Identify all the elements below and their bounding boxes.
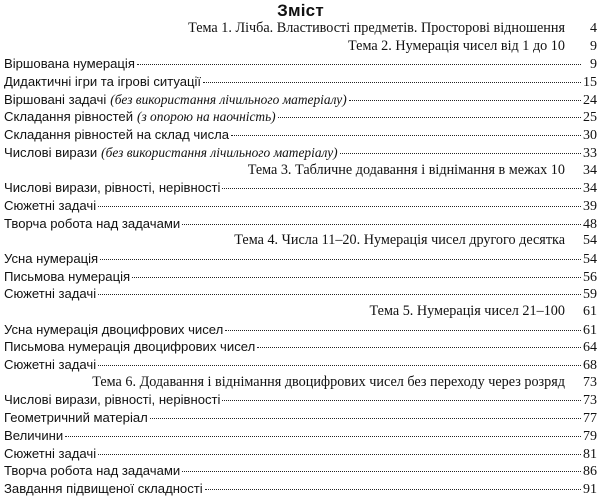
toc-entry — [4, 480, 597, 498]
toc-entry — [4, 179, 597, 197]
entry-title — [4, 427, 63, 445]
entry-title — [4, 462, 180, 480]
page-number: 9 — [590, 38, 597, 54]
entry-text: Сюжетні задачі — [4, 197, 97, 213]
entry-text: Творча робота над задачами — [4, 215, 181, 231]
page-number: 54 — [583, 233, 597, 249]
entry-title — [4, 391, 220, 409]
entry-text: Віршовані задачі — [4, 91, 107, 107]
page-number: 64 — [583, 340, 597, 356]
entry-title — [4, 285, 96, 303]
table-of-contents — [4, 20, 597, 498]
toc-section-heading — [4, 232, 597, 250]
entry-text: Усна нумерація — [4, 250, 99, 266]
page-number: 4 — [590, 21, 597, 36]
entry-title — [4, 321, 223, 339]
dot-leader — [100, 259, 581, 260]
entry-title — [4, 55, 135, 73]
dot-leader — [98, 365, 581, 366]
entry-note: (без використання лічильного матеріалу) — [101, 144, 338, 160]
entry-title — [4, 409, 148, 427]
dot-leader — [222, 188, 581, 189]
page-number: 54 — [583, 251, 597, 267]
dot-leader — [98, 206, 581, 207]
dot-leader — [340, 153, 581, 154]
page-number: 77 — [583, 411, 597, 427]
section-title: Тема 4. Числа 11–20. Нумерація чисел другого десятка — [234, 232, 565, 249]
page-number: 34 — [583, 181, 597, 197]
entry-text: Сюжетні задачі — [4, 357, 97, 373]
dot-leader — [222, 400, 581, 401]
entry-title — [4, 480, 203, 498]
page-number: 59 — [583, 287, 597, 303]
toc-entry — [4, 338, 597, 356]
page-number: 91 — [583, 481, 597, 497]
toc-entry — [4, 285, 597, 303]
entry-title — [4, 445, 96, 463]
entry-text: Письмова нумерація — [4, 268, 131, 284]
page-number: 48 — [583, 216, 597, 232]
page-number: 73 — [583, 393, 597, 409]
entry-text: Складання рівностей — [4, 109, 134, 125]
page-number: 15 — [583, 75, 597, 91]
page-number: 9 — [590, 57, 597, 73]
dot-leader — [98, 454, 581, 455]
dot-leader — [225, 330, 581, 331]
toc-section-heading — [4, 20, 597, 38]
entry-title — [4, 338, 255, 356]
entry-title — [4, 179, 220, 197]
entry-note: (з опорою на наочність) — [137, 109, 276, 125]
entry-note: (без використання лічильного матеріалу) — [110, 91, 347, 107]
toc-section-heading — [4, 303, 597, 321]
entry-text: Сюжетні задачі — [4, 286, 97, 302]
dot-leader — [349, 100, 581, 101]
entry-title — [4, 250, 98, 268]
toc-section-heading — [4, 374, 597, 392]
page-number: 33 — [583, 145, 597, 161]
page-number: 61 — [583, 322, 597, 338]
section-title: Тема 2. Нумерація чисел від 1 до 10 — [348, 37, 565, 54]
entry-text: Геометричний матеріал — [4, 410, 148, 426]
page-number: 24 — [583, 92, 597, 108]
entry-title — [4, 73, 201, 91]
entry-text: Числові вирази, рівності, нерівності — [4, 392, 221, 408]
entry-title — [4, 356, 96, 374]
section-title: Тема 5. Нумерація чисел 21–100 — [369, 303, 565, 319]
dot-leader — [203, 82, 581, 83]
entry-text: Сюжетні задачі — [4, 445, 97, 461]
toc-entry — [4, 268, 597, 286]
entry-text: Усна нумерація двоцифрових чисел — [4, 321, 224, 337]
dot-leader — [137, 64, 581, 65]
dot-leader — [150, 418, 581, 419]
toc-entry — [4, 427, 597, 445]
page-number: 61 — [583, 304, 597, 319]
entry-title — [4, 197, 96, 215]
section-title: Тема 3. Табличне додавання і віднімання в межах 10 — [247, 161, 565, 178]
entry-text: Віршована нумерація — [4, 56, 135, 72]
page-number: 73 — [583, 374, 597, 390]
dot-leader — [182, 471, 581, 472]
page-number: 81 — [583, 446, 597, 462]
entry-title — [4, 126, 229, 144]
toc-entry — [4, 197, 597, 215]
entry-title — [4, 268, 130, 286]
toc-entry — [4, 215, 597, 233]
entry-text: Письмова нумерація двоцифрових чисел — [4, 339, 256, 355]
entry-text: Складання рівностей на склад числа — [4, 127, 230, 143]
toc-entry — [4, 409, 597, 427]
dot-leader — [205, 489, 581, 490]
toc-entry — [4, 55, 597, 73]
entry-text: Дидактичні ігри та ігрові ситуації — [4, 74, 202, 90]
dot-leader — [182, 224, 581, 225]
toc-entry — [4, 445, 597, 463]
toc-entry — [4, 144, 597, 162]
toc-entry — [4, 108, 597, 126]
toc-entry — [4, 356, 597, 374]
dot-leader — [98, 294, 581, 295]
entry-text: Числові вирази, рівності, нерівності — [4, 180, 221, 196]
toc-entry — [4, 462, 597, 480]
entry-title — [4, 91, 347, 109]
dot-leader — [231, 135, 581, 136]
toc-entry — [4, 91, 597, 109]
page-number: 79 — [583, 428, 597, 444]
dot-leader — [257, 347, 581, 348]
entry-text: Творча робота над задачами — [4, 463, 181, 479]
toc-section-heading — [4, 38, 597, 56]
page-number: 56 — [583, 269, 597, 285]
toc-entry — [4, 321, 597, 339]
entry-text: Завдання підвищеної складності — [4, 480, 203, 496]
page-title: Зміст — [277, 1, 324, 20]
toc-entry — [4, 250, 597, 268]
dot-leader — [278, 117, 581, 118]
toc-entry — [4, 73, 597, 91]
section-title: Тема 1. Лічба. Властивості предметів. Просторові відношення — [188, 20, 565, 36]
section-title: Тема 6. Додавання і віднімання двоцифрових чисел без переходу через розряд — [92, 373, 565, 390]
page-number: 86 — [583, 464, 597, 480]
entry-title — [4, 215, 180, 233]
page-number: 34 — [583, 162, 597, 178]
toc-section-heading — [4, 162, 597, 180]
page-number: 68 — [583, 358, 597, 374]
toc-entry — [4, 391, 597, 409]
dot-leader — [132, 277, 581, 278]
page-number: 39 — [583, 198, 597, 214]
entry-title — [4, 144, 338, 162]
dot-leader — [65, 436, 581, 437]
page-number: 25 — [583, 110, 597, 126]
toc-entry — [4, 126, 597, 144]
entry-text: Числові вирази — [4, 144, 98, 160]
entry-text: Величини — [4, 427, 64, 443]
page-number: 30 — [583, 128, 597, 144]
entry-title — [4, 108, 276, 126]
